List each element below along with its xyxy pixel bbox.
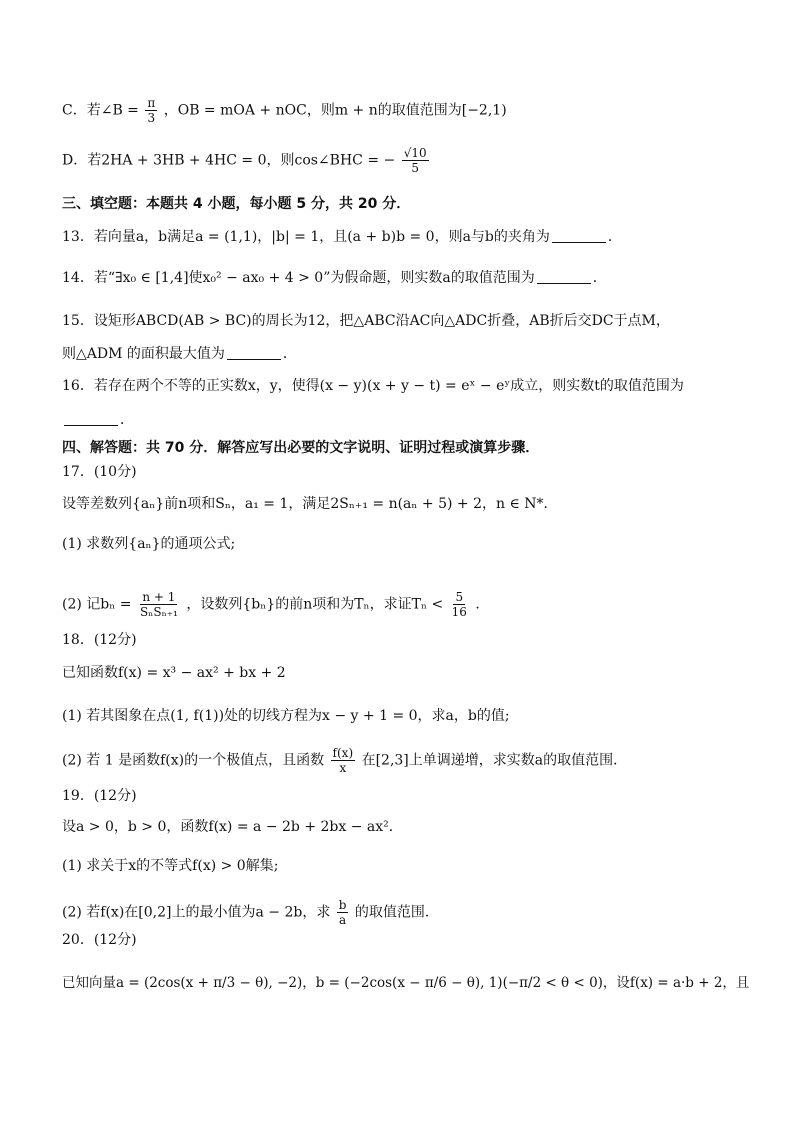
question-18-part-1: (1) 若其图象在点(1, f(1))处的切线方程为x − y + 1 = 0，求a，b的值; (62, 708, 510, 724)
question-13: 13．若向量a，b满足a = (1,1)，|b| = 1，且(a + b)b = 0，则a与b的夹角为 ． (62, 229, 622, 245)
question-16-line-1: 16．若存在两个不等的正实数x，y，使得(x − y)(x + y − t) = eˣ − eʸ成立，则实数t的取值范围为 (62, 378, 684, 394)
section-4-title: 四、解答题：共 70 分．解答应写出必要的文字说明、证明过程或演算步骤． (62, 440, 540, 456)
question-18-header: 18．(12分) (62, 632, 137, 648)
question-18-fraction: $\frac{f(x)}{x}$ (332, 746, 354, 775)
answer-blank (227, 345, 281, 360)
question-15-line-1: 15．设矩形ABCD(AB > BC)的周长为12，把△ABC沿AC向△ADC折叠，AB折后交DC于点M， (62, 313, 670, 329)
question-17-part-2: (2) 记bₙ = $\frac{n + 1}{\text{SₙSₙ₊₁}}$ ，设数列{bₙ}的前n项和为Tₙ，求证Tₙ < $\frac{5}{16}$ ． (62, 590, 490, 619)
question-17-header: 17．(10分) (62, 464, 137, 480)
question-19-part-1: (1) 求关于x的不等式f(x) > 0解集; (62, 858, 279, 874)
answer-blank (64, 411, 118, 426)
question-19-header: 19．(12分) (62, 788, 137, 804)
question-17-stem: 设等差数列{aₙ}前n项和Sₙ，a₁ = 1，满足2Sₙ₊₁ = n(aₙ + 5) + 2，n ∈ N*． (62, 496, 558, 512)
option-c-fraction: $\frac{\pi}{3}$ (147, 96, 156, 125)
question-19-part-2: (2) 若f(x)在[0,2]上的最小值为a − 2b，求 $\frac{b}{a}$ 的取值范围． (62, 898, 439, 927)
option-c (62, 96, 507, 125)
question-17-fraction-b: $\frac{n + 1}{\text{SₙSₙ₊₁}}$ (139, 590, 178, 619)
question-14: 14．若“∃x₀ ∈ [1,4]使x₀² − ax₀ + 4 > 0”为假命题，则实数a的取值范围为 ． (62, 270, 607, 286)
question-17-part-1: (1) 求数列{aₙ}的通项公式; (62, 536, 236, 552)
option-d (62, 146, 431, 175)
question-18-part-2: (2) 若 1 是函数f(x)的一个极值点，且函数 $\frac{f(x)}{x}$ 在[2,3]上单调递增，求实数a的取值范围． (62, 746, 628, 775)
question-18-stem: 已知函数f(x) = x³ − ax² + bx + 2 (62, 665, 286, 681)
question-20-stem: 已知向量a = (2cos(x + π/3 − θ), −2)，b = (−2cos(x − π/6 − θ), 1)(−π/2 < θ < 0)，设f(x) = a·b + 2，且 (62, 975, 750, 991)
question-19-stem: 设a > 0，b > 0，函数f(x) = a − 2b + 2bx − ax²． (62, 819, 403, 835)
question-20-header: 20．(12分) (62, 932, 137, 948)
section-3-title: 三、填空题：本题共 4 小题，每小题 5 分，共 20 分． (62, 196, 411, 212)
answer-blank (537, 269, 591, 284)
question-16-line-2: ． (62, 410, 134, 430)
option-c-suffix: ，OB = mOA + nOC，则m + n的取值范围为[−2,1) (163, 102, 507, 119)
option-c-prefix: C．若∠B = (62, 102, 139, 119)
option-d-fraction: $\frac{√10}{5}$ (403, 146, 427, 175)
question-17-fraction-bound: $\frac{5}{16}$ (451, 590, 467, 619)
question-19-fraction: $\frac{b}{a}$ (338, 898, 347, 927)
option-d-prefix: D．若2HA + 3HB + 4HC = 0，则cos∠BHC = − (62, 152, 396, 169)
answer-blank (552, 228, 606, 243)
question-15-line-2: 则△ADM 的面积最大值为 ． (62, 346, 297, 362)
